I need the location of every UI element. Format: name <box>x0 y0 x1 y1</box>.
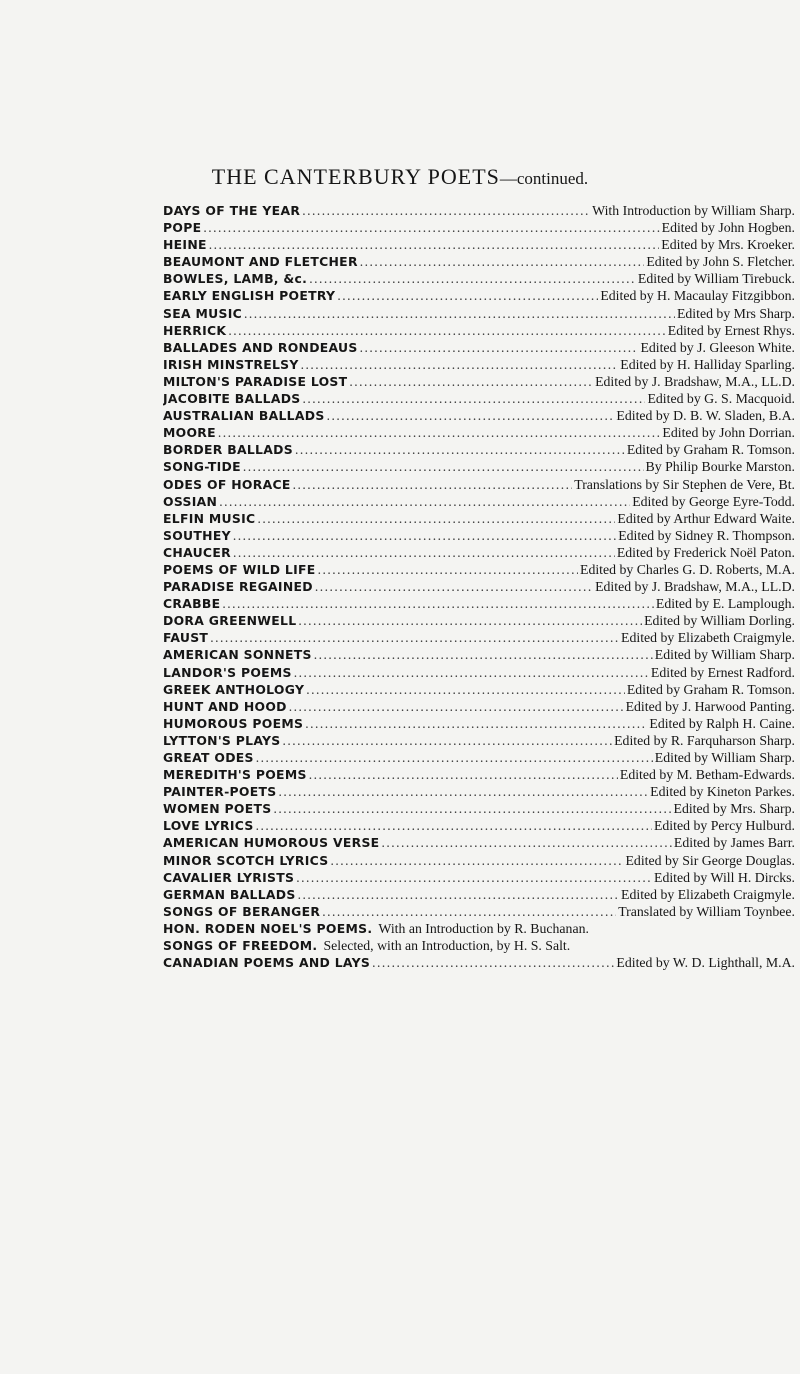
book-editor: Edited by E. Lamplough. <box>655 596 795 612</box>
book-editor: Edited by Ernest Rhys. <box>667 322 795 338</box>
dot-leader <box>298 612 642 629</box>
dot-leader <box>256 817 652 834</box>
dot-leader <box>381 834 671 851</box>
book-title: AMERICAN SONNETS <box>163 647 312 663</box>
list-item <box>163 681 795 698</box>
list-item <box>163 698 795 715</box>
list-item <box>163 373 795 390</box>
book-title: JACOBITE BALLADS <box>163 391 301 407</box>
list-item <box>163 390 795 407</box>
book-editor: Edited by Mrs. Kroeker. <box>661 237 795 253</box>
book-title: SONGS OF FREEDOM. <box>163 938 318 954</box>
dot-leader <box>298 886 619 903</box>
list-item <box>163 270 795 287</box>
book-title: BALLADES AND RONDEAUS <box>163 339 358 355</box>
list-item <box>163 561 795 578</box>
list-item <box>163 441 795 458</box>
book-title: WOMEN POETS <box>163 801 272 817</box>
book-title: BOWLES, LAMB, &c. <box>163 271 308 287</box>
dot-leader <box>309 766 618 783</box>
dot-leader <box>219 493 630 510</box>
dot-leader <box>305 715 647 732</box>
dot-leader <box>257 510 615 527</box>
book-editor: Edited by Sir George Douglas. <box>625 852 795 868</box>
page-title <box>0 164 800 190</box>
list-item <box>163 476 795 493</box>
list-item <box>163 920 795 937</box>
book-title: HUNT AND HOOD <box>163 698 287 714</box>
dot-leader <box>302 202 590 219</box>
book-title: DORA GREENWELL <box>163 613 297 629</box>
dot-leader <box>273 800 671 817</box>
book-editor: Edited by Percy Hulburd. <box>653 818 795 834</box>
list-item <box>163 817 795 834</box>
book-editor: Translations by Sir Stephen de Vere, Bt. <box>574 476 795 492</box>
list-item <box>163 937 795 954</box>
dot-leader <box>203 219 659 236</box>
dot-leader <box>222 595 654 612</box>
book-editor: Edited by Mrs. Sharp. <box>673 801 795 817</box>
dot-leader <box>360 253 645 270</box>
dot-leader <box>337 287 598 304</box>
dot-leader <box>256 749 653 766</box>
book-title: HERRICK <box>163 322 227 338</box>
list-item <box>163 732 795 749</box>
list-item <box>163 800 795 817</box>
book-title: PAINTER-POETS <box>163 784 277 800</box>
book-editor: Edited by Elizabeth Craigmyle. <box>621 886 795 902</box>
dot-leader <box>218 424 661 441</box>
book-editor: Edited by R. Farquharson Sharp. <box>614 732 795 748</box>
dot-leader <box>372 954 614 971</box>
book-title: CRABBE <box>163 596 221 612</box>
book-title: BORDER BALLADS <box>163 442 293 458</box>
dot-leader <box>360 339 639 356</box>
list-item <box>163 424 795 441</box>
book-title: SONGS OF BERANGER <box>163 903 321 919</box>
list-item <box>163 612 795 629</box>
list-item <box>163 219 795 236</box>
list-item <box>163 954 795 971</box>
book-title: MOORE <box>163 425 216 441</box>
dot-leader <box>327 407 615 424</box>
book-title: LANDOR'S POEMS <box>163 664 292 680</box>
dot-leader <box>322 903 616 920</box>
book-editor: Edited by Graham R. Tomson. <box>626 681 795 697</box>
book-editor: Edited by Elizabeth Craigmyle. <box>621 630 795 646</box>
book-title: HUMOROUS POEMS <box>163 715 304 731</box>
book-title: IRISH MINSTRELSY <box>163 356 299 372</box>
book-editor: With Introduction by William Sharp. <box>592 203 795 218</box>
book-editor: Edited by George Eyre-Todd. <box>632 493 795 509</box>
book-title: CANADIAN POEMS AND LAYS <box>163 955 371 971</box>
book-editor: Edited by William Dorling. <box>644 613 795 629</box>
book-title: BEAUMONT AND FLETCHER <box>163 254 358 270</box>
dot-leader <box>303 390 646 407</box>
book-editor: Edited by G. S. Macquoid. <box>647 391 795 407</box>
book-title: MILTON'S PARADISE LOST <box>163 373 348 389</box>
list-item <box>163 527 795 544</box>
book-editor: Edited by H. Halliday Sparling. <box>620 356 795 372</box>
book-editor: Selected, with an Introduction, by H. S. Salt. <box>323 938 571 954</box>
dot-leader <box>294 664 649 681</box>
series-title: THE CANTERBURY POETS <box>211 164 500 189</box>
book-title: AMERICAN HUMOROUS VERSE <box>163 835 380 851</box>
dot-leader <box>296 869 652 886</box>
book-editor: Edited by W. D. Lighthall, M.A. <box>616 955 795 971</box>
book-title: POEMS OF WILD LIFE <box>163 561 316 577</box>
book-title: HEINE <box>163 237 207 253</box>
dot-leader <box>295 441 625 458</box>
book-title: GREEK ANTHOLOGY <box>163 681 305 697</box>
book-title: POPE <box>163 220 202 236</box>
book-editor: By Philip Bourke Marston. <box>645 459 795 475</box>
book-title: GREAT ODES <box>163 750 254 765</box>
book-title: MEREDITH'S POEMS <box>163 767 307 783</box>
dot-leader <box>293 476 573 493</box>
dot-leader <box>210 629 619 646</box>
list-item <box>163 202 795 219</box>
book-editor: Edited by J. Bradshaw, M.A., LL.D. <box>595 579 795 595</box>
book-editor: Edited by John Dorrian. <box>662 425 795 441</box>
book-editor: Edited by John Hogben. <box>661 220 795 236</box>
book-title: CHAUCER <box>163 544 231 560</box>
book-editor: Edited by Mrs Sharp. <box>676 305 795 321</box>
list-item <box>163 749 795 766</box>
list-item <box>163 236 795 253</box>
book-editor: Edited by M. Betham-Edwards. <box>619 767 795 783</box>
list-item <box>163 493 795 510</box>
dot-leader <box>318 561 578 578</box>
book-editor: Edited by William Tirebuck. <box>637 271 795 287</box>
list-item <box>163 766 795 783</box>
dot-leader <box>349 373 593 390</box>
dot-leader <box>309 270 636 287</box>
dot-leader <box>244 305 675 322</box>
book-title: SONG-TIDE <box>163 459 241 475</box>
continued-note: —continued. <box>499 169 589 188</box>
book-editor: Edited by Sidney R. Thompson. <box>618 527 795 543</box>
book-title: GERMAN BALLADS <box>163 886 296 902</box>
book-editor: Edited by D. B. W. Sladen, B.A. <box>616 408 795 424</box>
book-title: SOUTHEY <box>163 527 231 543</box>
book-editor: With an Introduction by R. Buchanan. <box>378 920 589 936</box>
list-item <box>163 253 795 270</box>
book-editor: Edited by James Barr. <box>673 835 795 851</box>
book-editor: Edited by Frederick Noël Paton. <box>616 544 795 560</box>
dot-leader <box>278 783 648 800</box>
book-editor: Edited by Charles G. D. Roberts, M.A. <box>580 561 795 577</box>
book-title: DAYS OF THE YEAR <box>163 203 301 218</box>
list-item <box>163 458 795 475</box>
book-title: OSSIAN <box>163 493 218 509</box>
dot-leader <box>243 458 644 475</box>
book-title: FAUST <box>163 630 209 646</box>
list-item <box>163 869 795 886</box>
book-editor: Edited by Kineton Parkes. <box>650 784 795 800</box>
book-title: MINOR SCOTCH LYRICS <box>163 852 329 868</box>
dot-leader <box>331 852 624 869</box>
book-title: LYTTON'S PLAYS <box>163 732 281 748</box>
dot-leader <box>315 578 593 595</box>
book-title: AUSTRALIAN BALLADS <box>163 408 325 424</box>
book-title: EARLY ENGLISH POETRY <box>163 288 336 304</box>
dot-leader <box>228 322 665 339</box>
book-editor: Translated by William Toynbee. <box>618 903 795 919</box>
list-item <box>163 834 795 851</box>
book-title: SEA MUSIC <box>163 305 243 321</box>
dot-leader <box>289 698 624 715</box>
list-item <box>163 510 795 527</box>
dot-leader <box>233 527 616 544</box>
dot-leader <box>306 681 625 698</box>
book-title: CAVALIER LYRISTS <box>163 869 295 885</box>
list-item <box>163 305 795 322</box>
book-editor: Edited by Ralph H. Caine. <box>649 715 795 731</box>
list-item <box>163 578 795 595</box>
book-title: ELFIN MUSIC <box>163 510 256 526</box>
list-item <box>163 783 795 800</box>
list-item <box>163 322 795 339</box>
list-item <box>163 646 795 663</box>
list-item <box>163 544 795 561</box>
dot-leader <box>301 356 619 373</box>
book-editor: Edited by William Sharp. <box>654 750 795 765</box>
list-item <box>163 407 795 424</box>
list-item <box>163 903 795 920</box>
dot-leader <box>233 544 615 561</box>
book-editor: Edited by John S. Fletcher. <box>646 254 795 270</box>
dot-leader <box>314 646 653 663</box>
list-item <box>163 339 795 356</box>
dot-leader <box>283 732 613 749</box>
list-item <box>163 287 795 304</box>
book-editor: Edited by Ernest Radford. <box>650 664 795 680</box>
list-item <box>163 852 795 869</box>
book-editor: Edited by H. Macaulay Fitzgibbon. <box>600 288 795 304</box>
book-editor: Edited by Arthur Edward Waite. <box>617 510 795 526</box>
list-item <box>163 886 795 903</box>
book-editor: Edited by William Sharp. <box>654 647 795 663</box>
list-item <box>163 664 795 681</box>
book-editor: Edited by Will H. Dircks. <box>654 869 795 885</box>
list-item <box>163 629 795 646</box>
list-item <box>163 715 795 732</box>
book-title: ODES OF HORACE <box>163 476 291 492</box>
dot-leader <box>209 236 659 253</box>
book-editor: Edited by J. Bradshaw, M.A., LL.D. <box>595 373 795 389</box>
book-title: HON. RODEN NOEL'S POEMS. <box>163 920 373 936</box>
book-editor: Edited by Graham R. Tomson. <box>626 442 795 458</box>
book-title: LOVE LYRICS <box>163 818 254 834</box>
book-editor: Edited by J. Gleeson White. <box>640 339 795 355</box>
book-editor: Edited by J. Harwood Panting. <box>625 698 795 714</box>
book-title: PARADISE REGAINED <box>163 579 313 595</box>
list-item <box>163 595 795 612</box>
book-list <box>163 202 795 971</box>
list-item <box>163 356 795 373</box>
